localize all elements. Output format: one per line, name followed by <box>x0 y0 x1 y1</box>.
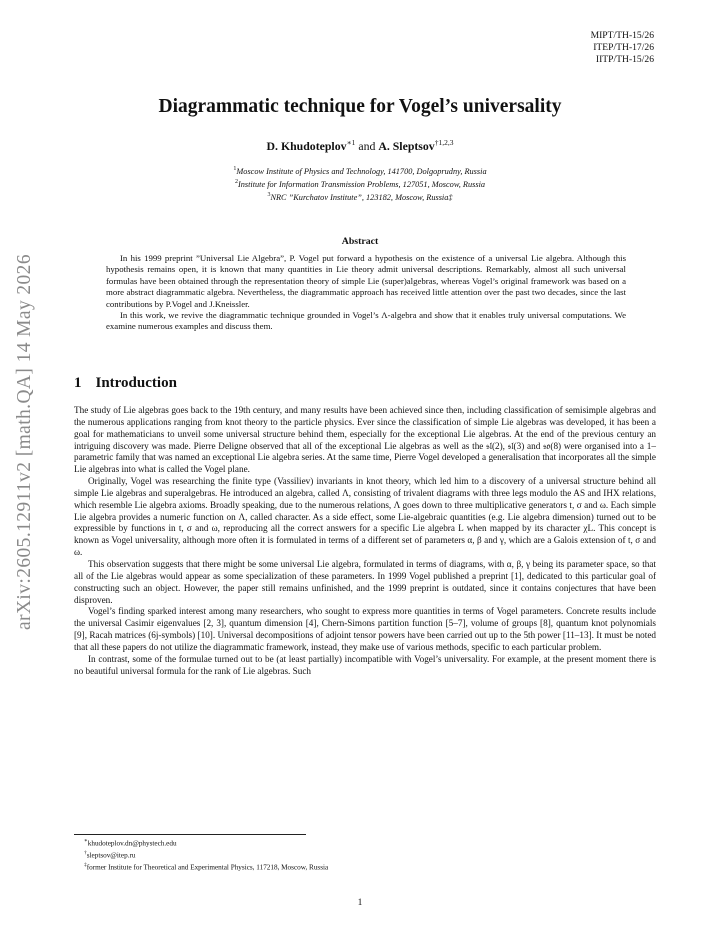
preprint-number: ITEP/TH-17/26 <box>593 42 654 53</box>
body-paragraph: Originally, Vogel was researching the finite type (Vassiliev) invariants in knot theory, which led him to a discovery of a universal structure behind all simple Lie algebras and superalgebras. He introduced an algebra, called Λ, consisting of trivalent diagrams with three legs modulo the AS and IHX relations, which resemble Lie algebra axioms. Broadly speaking, due to the numerous relations, Λ goes down to three multiplicative generators t, σ and ω. Each simple Lie algebra provides a numeric function on Λ, called character. As a side effect, some Lie-algebraic quantities (e.g. Lie algebra dimension) turned out to be expressible by functions in t, σ and ω, reproducing all the correct answers for a specific Lie algebra L when mapped by its character χL. This concept is known as Vogel universality, although more often it is formulated in terms of a different set of parameters α, β and γ, which are a Galois extension of t, σ and ω. <box>74 476 656 558</box>
preprint-numbers <box>591 30 654 66</box>
footnote-marker: † <box>84 849 87 856</box>
affiliation-marker: 2 <box>234 178 238 185</box>
abstract-heading: Abstract <box>341 236 379 247</box>
author-superscript: ∗1 <box>346 138 356 147</box>
footnote-divider <box>74 834 306 835</box>
footnote <box>84 849 328 861</box>
body-text <box>74 405 656 677</box>
affiliation-line <box>0 190 720 203</box>
author-name: D. Khudoteplov <box>266 138 347 153</box>
footnote <box>84 861 328 873</box>
preprint-number: MIPT/TH-15/26 <box>590 30 654 41</box>
author-line <box>0 138 720 154</box>
footnote-marker: ∗ <box>84 838 88 844</box>
section-number: 1 <box>74 375 82 391</box>
affiliation-text: Moscow Institute of Physics and Technology, 141700, Dolgoprudny, Russia <box>236 166 487 176</box>
affiliation-line <box>0 164 720 177</box>
footnote-text: khudoteplov.dn@phystech.edu <box>87 839 177 848</box>
affiliation-marker: 1 <box>233 166 237 172</box>
page-number: 1 <box>357 898 363 908</box>
affiliation-text: NRC ”Kurchatov Institute”, 123182, Moscow, Russia‡ <box>270 192 453 202</box>
section-title: Introduction <box>95 375 177 391</box>
paper-title: Diagrammatic technique for Vogel’s universality <box>158 96 562 117</box>
abstract-paragraph: In his 1999 preprint ”Universal Lie Algebra”, P. Vogel put forward a hypothesis on the existence of a universal Lie algebra. Although this hypothesis remains open, it is known that many quantities in Lie theory admit universal descriptions. Remarkably, almost all such universal formulas have been obtained through the representation theory of simple Lie (super)algebras, whereas Vogel’s original framework was based on a more abstract diagrammatic algebra. Nevertheless, the diagrammatic approach has received little attention over the past two decades, since the last contributions by P.Vogel and J.Kneissler. <box>106 253 626 309</box>
affiliations <box>0 164 720 203</box>
author-name: A. Sleptsov <box>378 138 435 153</box>
body-paragraph: In contrast, some of the formulae turned out to be (at least partially) incompatible with Vogel’s universality. For example, at the present moment there is no beautiful universal formula for the rank of Lie algebras. Such <box>74 653 656 676</box>
body-paragraph: The study of Lie algebras goes back to the 19th century, and many results have been achieved since then, including classification of semisimple algebras and the numerous applications ranging from knot theory to the particle physics. Ever since the classification of simple Lie algebras was developed, it has been a goal for mathematicians to unveil some universal structure behind them, especially for the exceptional Lie algebras. At the end of the previous century an intriguing discovery was made. Pierre Deligne observed that all of the exceptional Lie algebras as well as the 𝔰𝔩(2), 𝔰𝔩(3) and 𝔰𝔬(8) were organised into a 1–parametric family that was named an exceptional Lie algebra series. At the same time, Pierre Vogel developed a generalisation that incorporates all the simple Lie algebras into what is called the Vogel plane. <box>74 405 656 475</box>
footnotes <box>84 837 328 873</box>
section-heading <box>74 375 177 392</box>
body-paragraph: Vogel’s finding sparked interest among many researchers, who sought to express more quantities in terms of Vogel parameters. Concrete results include the universal Casimir eigenvalues [2, 3], quantum dimension [4], Chern-Simons partition function [5–7], volume of groups [8], quantum knot polynomials [9], Racah matrices (6j-symbols) [10]. Universal decompositions of adjoint tensor powers have been carried out up to the 5th power [11–13]. It must be noted that all these papers do not utilize the diagrammatic framework, instead, they make use of various methods, specific to each particular problem. <box>74 606 656 652</box>
body-paragraph: This observation suggests that there might be some universal Lie algebra, formulated in terms of diagrams, with α, β, γ being its parameter space, so that all of the Lie algebras would appear as some specialization of these parameters. In 1999 Vogel published a preprint [1], dedicated to this particular goal of constructing such an object. However, the paper still remains unfinished, and the 1999 preprint is outdated, since it contains conjectures that have been disproven. <box>74 558 656 605</box>
author-conjunction: and <box>358 138 376 153</box>
affiliation-line <box>0 177 720 190</box>
footnote-marker: ‡ <box>84 861 87 868</box>
footnote-text: sleptsov@itep.ru <box>86 851 136 860</box>
affiliation-text: Institute for Information Transmission Problems, 127051, Moscow, Russia <box>237 179 486 189</box>
preprint-number: IITP/TH-15/26 <box>595 54 654 65</box>
footnote <box>84 837 328 849</box>
footnote-text: former Institute for Theoretical and Experimental Physics, 117218, Moscow, Russia <box>86 863 329 872</box>
author-superscript: †1,2,3 <box>434 138 454 147</box>
arxiv-identifier-stamp: arXiv:2605.12911v2 [math.QA] 14 May 2026 <box>14 254 35 630</box>
abstract-body <box>106 253 626 333</box>
abstract-paragraph: In this work, we revive the diagrammatic technique grounded in Vogel’s Λ-algebra and show that it enables truly universal computations. We examine numerous examples and discuss them. <box>106 310 626 332</box>
affiliation-marker: 3 <box>267 191 271 198</box>
